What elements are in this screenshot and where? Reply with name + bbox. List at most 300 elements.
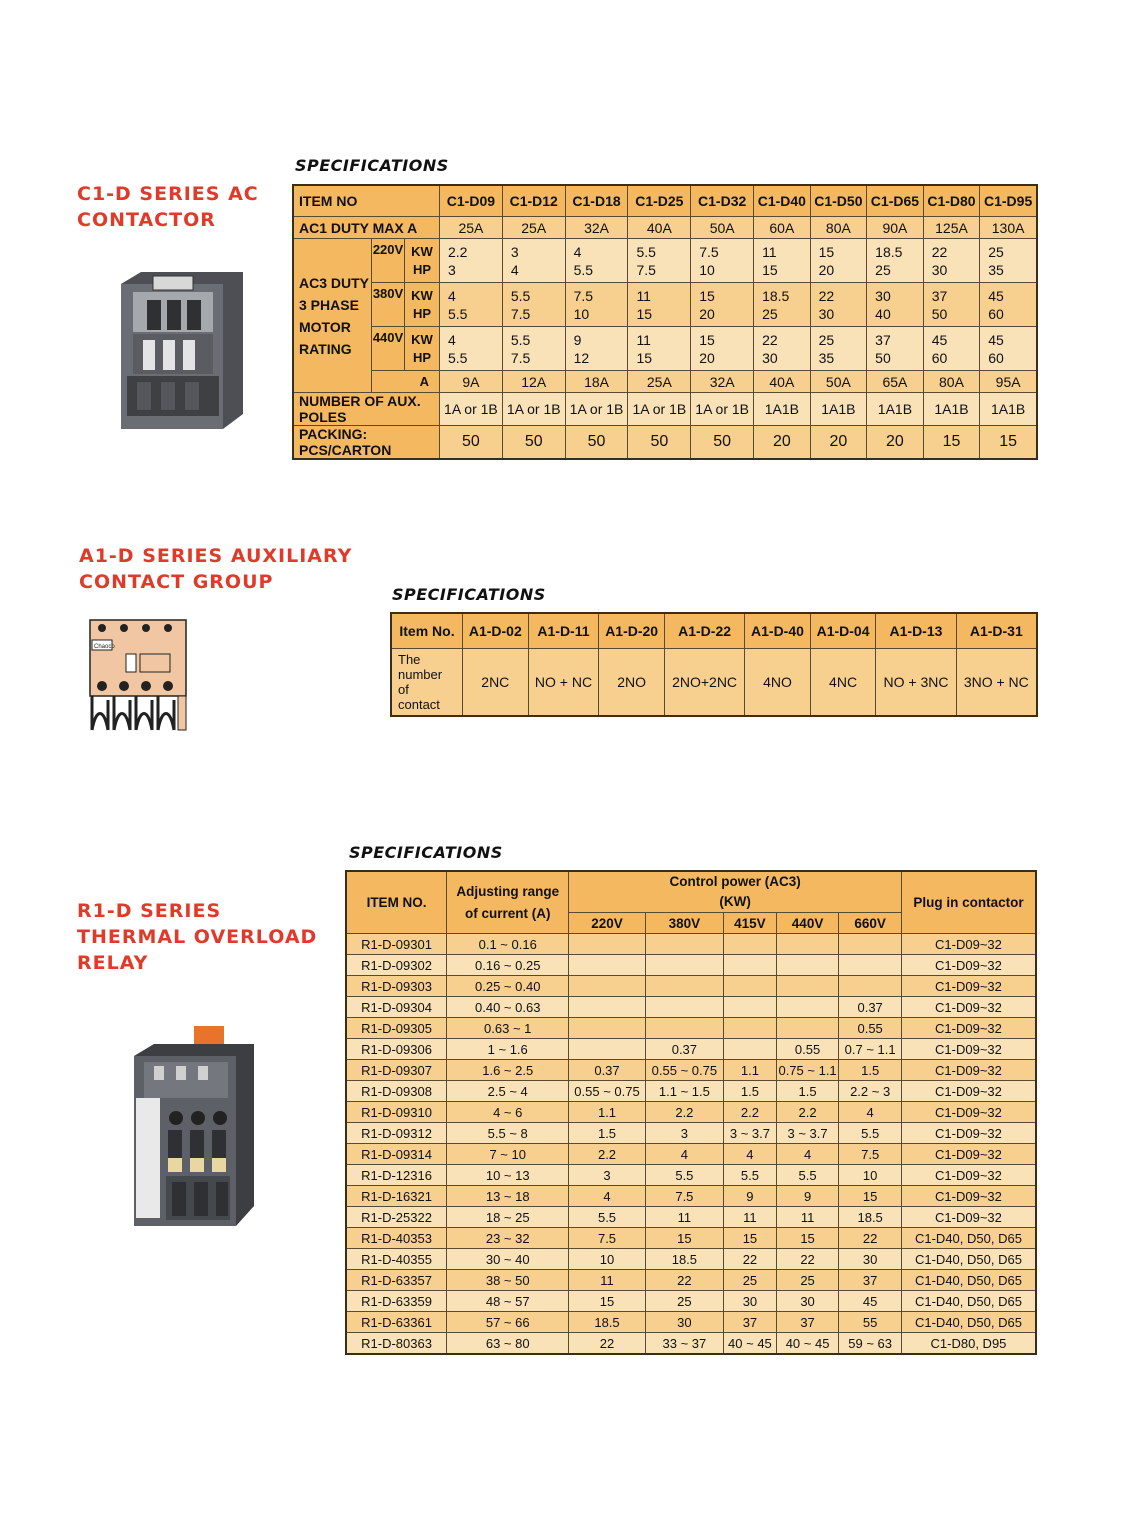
c1-ac3-label <box>293 239 372 393</box>
c1-rating-cell: 25 35 <box>810 327 867 371</box>
r1-cell: C1-D80, D95 <box>901 1333 1036 1355</box>
r1-cell: 0.55 <box>776 1039 839 1060</box>
c1-kw-hp-label <box>405 239 440 283</box>
r1-item-header: ITEM NO. <box>346 871 447 934</box>
c1-amps-value: 65A <box>867 371 924 393</box>
r1-cell: 0.63 ~ 1 <box>447 1018 569 1039</box>
c1-voltage-label: 220V <box>372 239 405 283</box>
a1-contact-value: 4NO <box>745 649 811 717</box>
a1-contact-label <box>391 649 463 717</box>
r1-cell: 11 <box>724 1207 777 1228</box>
r1-cell: C1-D40, D50, D65 <box>901 1291 1036 1312</box>
kw-label: KW <box>411 287 433 303</box>
r1-cell: 1.1 <box>724 1060 777 1081</box>
c1-rating-cell: 7.5 10 <box>691 239 754 283</box>
r1-cell: 0.7 ~ 1.1 <box>839 1039 902 1060</box>
r1-cell: 4 ~ 6 <box>447 1102 569 1123</box>
r1-cell: 63 ~ 80 <box>447 1333 569 1355</box>
device-brand-text: Chaoco <box>94 644 115 650</box>
r1-voltage-header: 220V <box>569 913 645 934</box>
r1-cell: 0.75 ~ 1.1 <box>776 1060 839 1081</box>
r1-cell: C1-D09~32 <box>901 1018 1036 1039</box>
r1-cell: 0.40 ~ 0.63 <box>447 997 569 1018</box>
r1-cell: 11 <box>569 1270 645 1291</box>
a1-contact-label-line: The <box>398 652 421 667</box>
c1-model: C1-D95 <box>980 185 1037 217</box>
c1-packing-value: 50 <box>565 426 628 460</box>
c1-rating-cell: 2.2 3 <box>440 239 503 283</box>
c1-packing-value: 50 <box>628 426 691 460</box>
a1-model: A1-D-04 <box>810 613 876 649</box>
r1-cell: 0.55 ~ 0.75 <box>569 1081 645 1102</box>
r1-cell: 2.2 ~ 3 <box>839 1081 902 1102</box>
kw-label: KW <box>411 243 433 259</box>
r1-cell: 45 <box>839 1291 902 1312</box>
c1-aux-value: 1A or 1B <box>440 393 503 426</box>
r1-cell: 55 <box>839 1312 902 1333</box>
r1-cell: 15 <box>645 1228 723 1249</box>
a1-title-line2: CONTACT GROUP <box>79 571 274 593</box>
c1-aux-value: 1A1B <box>923 393 980 426</box>
c1-rating-cell: 9 12 <box>565 327 628 371</box>
c1-rating-cell: 37 50 <box>867 327 924 371</box>
table-row <box>346 997 1036 1018</box>
c1-model: C1-D80 <box>923 185 980 217</box>
c1-model: C1-D09 <box>440 185 503 217</box>
r1-cell: R1-D-09301 <box>346 934 447 955</box>
c1-specifications-label: SPECIFICATIONS <box>295 156 449 175</box>
r1-cell: C1-D40, D50, D65 <box>901 1249 1036 1270</box>
table-row <box>346 1081 1036 1102</box>
r1-plug-header: Plug in contactor <box>901 871 1036 934</box>
r1-cell: R1-D-09312 <box>346 1123 447 1144</box>
r1-cell: 4 <box>645 1144 723 1165</box>
table-row <box>346 934 1036 955</box>
r1-power-header-line: (KW) <box>719 894 751 909</box>
r1-cell: R1-D-63357 <box>346 1270 447 1291</box>
a1-model: A1-D-20 <box>599 613 665 649</box>
c1-ac1-value: 50A <box>691 217 754 239</box>
r1-cell: 7.5 <box>645 1186 723 1207</box>
r1-cell: 18.5 <box>645 1249 723 1270</box>
r1-range-header-line: of current (A) <box>464 905 551 921</box>
r1-voltage-header: 660V <box>839 913 902 934</box>
r1-cell: 4 <box>724 1144 777 1165</box>
c1-packing-value: 50 <box>440 426 503 460</box>
r1-cell <box>724 934 777 955</box>
r1-cell: 25 <box>724 1270 777 1291</box>
r1-cell: R1-D-40355 <box>346 1249 447 1270</box>
r1-cell: R1-D-16321 <box>346 1186 447 1207</box>
r1-cell: 3 ~ 3.7 <box>776 1123 839 1144</box>
r1-range-header-line: Adjusting range <box>456 883 560 899</box>
r1-title-line2: THERMAL OVERLOAD <box>77 926 318 948</box>
r1-cell: 1.5 <box>839 1060 902 1081</box>
r1-cell: 2.2 <box>569 1144 645 1165</box>
r1-cell: 30 <box>645 1312 723 1333</box>
r1-cell <box>569 934 645 955</box>
c1-aux-value: 1A1B <box>980 393 1037 426</box>
r1-cell: 25 <box>776 1270 839 1291</box>
c1-rating-cell: 15 20 <box>691 327 754 371</box>
a1-item-label: Item No. <box>391 613 463 649</box>
c1-packing-value: 50 <box>502 426 565 460</box>
r1-cell <box>839 955 902 976</box>
c1-model: C1-D32 <box>691 185 754 217</box>
a1-contact-value: 2NO <box>599 649 665 717</box>
r1-cell: C1-D09~32 <box>901 1039 1036 1060</box>
a1-contact-value: 2NO+2NC <box>664 649 744 717</box>
c1-amps-value: 25A <box>628 371 691 393</box>
r1-title-line1: R1-D SERIES <box>77 900 222 922</box>
c1-packing-value: 15 <box>980 426 1037 460</box>
table-row <box>346 1207 1036 1228</box>
r1-specifications-label: SPECIFICATIONS <box>349 843 503 862</box>
r1-cell: 13 ~ 18 <box>447 1186 569 1207</box>
c1-rating-cell: 18.5 25 <box>754 283 811 327</box>
a1-title-line1: A1-D SERIES AUXILIARY <box>79 545 353 567</box>
r1-cell: 5.5 <box>776 1165 839 1186</box>
r1-cell: 2.5 ~ 4 <box>447 1081 569 1102</box>
r1-cell: 59 ~ 63 <box>839 1333 902 1355</box>
r1-cell: 0.55 <box>839 1018 902 1039</box>
r1-spec-table <box>345 870 1037 1355</box>
c1-series-title <box>77 181 259 233</box>
c1-rating-cell: 11 15 <box>754 239 811 283</box>
r1-cell: C1-D09~32 <box>901 1060 1036 1081</box>
c1-model: C1-D65 <box>867 185 924 217</box>
r1-cell: 18 ~ 25 <box>447 1207 569 1228</box>
a1-contact-value: 4NC <box>810 649 876 717</box>
r1-cell: C1-D09~32 <box>901 1081 1036 1102</box>
c1-kw-hp-label <box>405 327 440 371</box>
r1-cell: 7.5 <box>839 1144 902 1165</box>
r1-cell: 5.5 <box>645 1165 723 1186</box>
r1-cell <box>569 955 645 976</box>
r1-cell <box>724 997 777 1018</box>
c1-ac1-value: 25A <box>440 217 503 239</box>
r1-cell: 4 <box>776 1144 839 1165</box>
r1-cell: 4 <box>569 1186 645 1207</box>
r1-cell: 0.37 <box>839 997 902 1018</box>
c1-voltage-label: 380V <box>372 283 405 327</box>
r1-cell <box>645 955 723 976</box>
r1-cell: 3 ~ 3.7 <box>724 1123 777 1144</box>
r1-cell: R1-D-09305 <box>346 1018 447 1039</box>
r1-cell: 15 <box>569 1291 645 1312</box>
table-row <box>346 1249 1036 1270</box>
c1-rating-cell: 30 40 <box>867 283 924 327</box>
r1-cell: 1.1 <box>569 1102 645 1123</box>
r1-cell <box>839 934 902 955</box>
r1-cell: 5.5 <box>724 1165 777 1186</box>
r1-cell <box>645 1018 723 1039</box>
c1-rating-cell: 15 20 <box>691 283 754 327</box>
r1-cell: 9 <box>724 1186 777 1207</box>
r1-cell <box>645 997 723 1018</box>
a1-contact-value: NO + 3NC <box>876 649 956 717</box>
r1-cell: 4 <box>839 1102 902 1123</box>
c1-item-no-label: ITEM NO <box>293 185 440 217</box>
r1-cell: 33 ~ 37 <box>645 1333 723 1355</box>
c1-ac1-value: 40A <box>628 217 691 239</box>
a1-contact-label-line: of <box>398 682 409 697</box>
r1-cell: 2.2 <box>645 1102 723 1123</box>
r1-cell: C1-D09~32 <box>901 997 1036 1018</box>
c1-ac1-value: 90A <box>867 217 924 239</box>
a1-contact-label-line: number <box>398 667 443 682</box>
r1-cell: 11 <box>645 1207 723 1228</box>
r1-cell <box>724 955 777 976</box>
c1-title-line1: C1-D SERIES AC <box>77 183 259 205</box>
r1-cell: 1.1 ~ 1.5 <box>645 1081 723 1102</box>
r1-cell: 40 ~ 45 <box>724 1333 777 1355</box>
r1-cell: 10 ~ 13 <box>447 1165 569 1186</box>
r1-cell: C1-D09~32 <box>901 976 1036 997</box>
c1-packing-value: 20 <box>867 426 924 460</box>
r1-cell <box>645 934 723 955</box>
r1-power-header-line: Control power (AC3) <box>669 874 801 889</box>
r1-cell: 11 <box>776 1207 839 1228</box>
r1-cell: R1-D-09302 <box>346 955 447 976</box>
r1-cell: 30 ~ 40 <box>447 1249 569 1270</box>
table-row <box>346 1018 1036 1039</box>
r1-cell: C1-D09~32 <box>901 1186 1036 1207</box>
r1-voltage-header: 380V <box>645 913 723 934</box>
r1-cell: R1-D-63359 <box>346 1291 447 1312</box>
r1-cell: 5.5 ~ 8 <box>447 1123 569 1144</box>
r1-cell: C1-D09~32 <box>901 1144 1036 1165</box>
r1-cell: 0.16 ~ 0.25 <box>447 955 569 976</box>
r1-cell: 38 ~ 50 <box>447 1270 569 1291</box>
r1-cell: 2.2 <box>724 1102 777 1123</box>
r1-cell <box>569 1039 645 1060</box>
r1-cell: R1-D-09307 <box>346 1060 447 1081</box>
r1-cell <box>776 976 839 997</box>
c1-rating-cell: 22 30 <box>754 327 811 371</box>
c1-rating-cell: 45 60 <box>923 327 980 371</box>
c1-rating-cell: 5.5 7.5 <box>502 283 565 327</box>
r1-cell <box>569 1018 645 1039</box>
r1-cell: C1-D09~32 <box>901 1207 1036 1228</box>
r1-cell: 37 <box>839 1270 902 1291</box>
r1-cell <box>724 976 777 997</box>
c1-aux-value: 1A1B <box>867 393 924 426</box>
table-row <box>346 976 1036 997</box>
c1-aux-value: 1A1B <box>754 393 811 426</box>
c1-rating-cell: 3 4 <box>502 239 565 283</box>
c1-ac1-value: 130A <box>980 217 1037 239</box>
c1-rating-cell: 4 5.5 <box>440 283 503 327</box>
c1-ac3-label-line: AC3 DUTY <box>299 274 370 291</box>
c1-rating-cell: 4 5.5 <box>440 327 503 371</box>
r1-cell <box>776 934 839 955</box>
r1-cell: C1-D09~32 <box>901 934 1036 955</box>
ac-contactor-image <box>113 264 248 434</box>
c1-voltage-label: 440V <box>372 327 405 371</box>
r1-cell: 22 <box>724 1249 777 1270</box>
r1-cell: 5.5 <box>839 1123 902 1144</box>
c1-amps-value: 18A <box>565 371 628 393</box>
c1-rating-cell: 4 5.5 <box>565 239 628 283</box>
table-row <box>346 1165 1036 1186</box>
r1-cell <box>569 997 645 1018</box>
r1-cell: 10 <box>839 1165 902 1186</box>
a1-series-title <box>79 543 352 595</box>
c1-model: C1-D50 <box>810 185 867 217</box>
r1-cell: R1-D-09308 <box>346 1081 447 1102</box>
c1-packing-value: 20 <box>810 426 867 460</box>
r1-cell: C1-D09~32 <box>901 1165 1036 1186</box>
hp-label: HP <box>412 349 432 365</box>
c1-spec-table <box>292 184 1038 460</box>
c1-kw-hp-label <box>405 283 440 327</box>
table-row <box>346 1144 1036 1165</box>
c1-title-line2: CONTACTOR <box>77 209 216 231</box>
r1-cell: 1 ~ 1.6 <box>447 1039 569 1060</box>
c1-model: C1-D12 <box>502 185 565 217</box>
c1-ac1-value: 32A <box>565 217 628 239</box>
r1-title-line3: RELAY <box>77 952 149 974</box>
r1-cell: C1-D40, D50, D65 <box>901 1228 1036 1249</box>
a1-contact-label-line: contact <box>398 697 440 712</box>
table-row <box>346 1291 1036 1312</box>
c1-aux-value: 1A or 1B <box>628 393 691 426</box>
r1-cell: 0.55 ~ 0.75 <box>645 1060 723 1081</box>
table-row <box>346 1123 1036 1144</box>
r1-cell: 1.5 <box>776 1081 839 1102</box>
c1-aux-label: NUMBER OF AUX. POLES <box>293 393 440 426</box>
table-row <box>346 1228 1036 1249</box>
r1-cell: R1-D-09314 <box>346 1144 447 1165</box>
c1-model: C1-D18 <box>565 185 628 217</box>
c1-rating-cell: 11 15 <box>628 283 691 327</box>
r1-cell: 3 <box>569 1165 645 1186</box>
table-row <box>346 1270 1036 1291</box>
a1-model: A1-D-22 <box>664 613 744 649</box>
r1-cell <box>839 976 902 997</box>
r1-cell <box>569 976 645 997</box>
c1-aux-value: 1A or 1B <box>565 393 628 426</box>
hp-label: HP <box>412 261 432 277</box>
r1-cell: R1-D-09303 <box>346 976 447 997</box>
r1-cell: R1-D-09310 <box>346 1102 447 1123</box>
c1-ac3-label-line: MOTOR <box>299 318 351 335</box>
r1-cell: 25 <box>645 1291 723 1312</box>
c1-rating-cell: 45 60 <box>980 327 1037 371</box>
r1-cell <box>724 1039 777 1060</box>
a1-model: A1-D-11 <box>528 613 599 649</box>
r1-cell: R1-D-09306 <box>346 1039 447 1060</box>
r1-cell: 1.6 ~ 2.5 <box>447 1060 569 1081</box>
c1-ac1-value: 80A <box>810 217 867 239</box>
c1-amps-value: 80A <box>923 371 980 393</box>
a1-contact-value: 2NC <box>463 649 529 717</box>
a1-model: A1-D-02 <box>463 613 529 649</box>
r1-cell: 23 ~ 32 <box>447 1228 569 1249</box>
c1-rating-cell: 22 30 <box>923 239 980 283</box>
table-row <box>346 1102 1036 1123</box>
c1-ac1-value: 25A <box>502 217 565 239</box>
c1-rating-cell: 7.5 10 <box>565 283 628 327</box>
table-row <box>346 1186 1036 1207</box>
c1-amps-value: 32A <box>691 371 754 393</box>
c1-packing-label: PACKING: PCS/CARTON <box>293 426 440 460</box>
r1-cell: 57 ~ 66 <box>447 1312 569 1333</box>
c1-ac3-label-line: 3 PHASE <box>299 296 359 313</box>
r1-cell: C1-D09~32 <box>901 955 1036 976</box>
c1-ac1-value: 125A <box>923 217 980 239</box>
r1-cell: 22 <box>776 1249 839 1270</box>
r1-cell <box>645 976 723 997</box>
a1-contact-value: NO + NC <box>528 649 599 717</box>
r1-cell: 0.37 <box>645 1039 723 1060</box>
r1-cell: 5.5 <box>569 1207 645 1228</box>
r1-table-body <box>346 934 1036 1355</box>
kw-label: KW <box>411 331 433 347</box>
r1-cell: 37 <box>724 1312 777 1333</box>
c1-model: C1-D25 <box>628 185 691 217</box>
c1-model: C1-D40 <box>754 185 811 217</box>
c1-rating-cell: 37 50 <box>923 283 980 327</box>
r1-cell: 22 <box>839 1228 902 1249</box>
c1-rating-cell: 11 15 <box>628 327 691 371</box>
r1-cell: 2.2 <box>776 1102 839 1123</box>
c1-packing-value: 15 <box>923 426 980 460</box>
c1-amps-label: A <box>372 371 440 393</box>
a1-model: A1-D-40 <box>745 613 811 649</box>
r1-cell: 30 <box>724 1291 777 1312</box>
a1-contact-value: 3NO + NC <box>956 649 1037 717</box>
r1-cell: R1-D-12316 <box>346 1165 447 1186</box>
c1-ac3-label-line: RATING <box>299 340 352 357</box>
r1-cell: 10 <box>569 1249 645 1270</box>
r1-cell: 15 <box>776 1228 839 1249</box>
r1-range-header <box>447 871 569 934</box>
r1-cell <box>776 955 839 976</box>
c1-rating-cell: 45 60 <box>980 283 1037 327</box>
c1-aux-value: 1A or 1B <box>502 393 565 426</box>
r1-cell <box>724 1018 777 1039</box>
r1-cell: 0.1 ~ 0.16 <box>447 934 569 955</box>
r1-cell: 30 <box>776 1291 839 1312</box>
r1-cell <box>776 1018 839 1039</box>
r1-cell: 0.37 <box>569 1060 645 1081</box>
c1-rating-cell: 5.5 7.5 <box>628 239 691 283</box>
a1-model: A1-D-13 <box>876 613 956 649</box>
r1-cell: C1-D09~32 <box>901 1102 1036 1123</box>
r1-cell <box>776 997 839 1018</box>
r1-cell: 7 ~ 10 <box>447 1144 569 1165</box>
c1-amps-value: 50A <box>810 371 867 393</box>
r1-cell: 22 <box>569 1333 645 1355</box>
r1-cell: 18.5 <box>569 1312 645 1333</box>
c1-rating-cell: 5.5 7.5 <box>502 327 565 371</box>
c1-rating-cell: 25 35 <box>980 239 1037 283</box>
a1-specifications-label: SPECIFICATIONS <box>392 585 546 604</box>
r1-cell: 15 <box>724 1228 777 1249</box>
r1-cell: 7.5 <box>569 1228 645 1249</box>
c1-rating-cell: 22 30 <box>810 283 867 327</box>
c1-rating-cell: 15 20 <box>810 239 867 283</box>
table-row <box>346 955 1036 976</box>
table-row <box>346 1333 1036 1355</box>
r1-cell: R1-D-63361 <box>346 1312 447 1333</box>
c1-amps-value: 9A <box>440 371 503 393</box>
r1-cell: 1.5 <box>569 1123 645 1144</box>
r1-cell: 48 ~ 57 <box>447 1291 569 1312</box>
r1-cell: R1-D-09304 <box>346 997 447 1018</box>
